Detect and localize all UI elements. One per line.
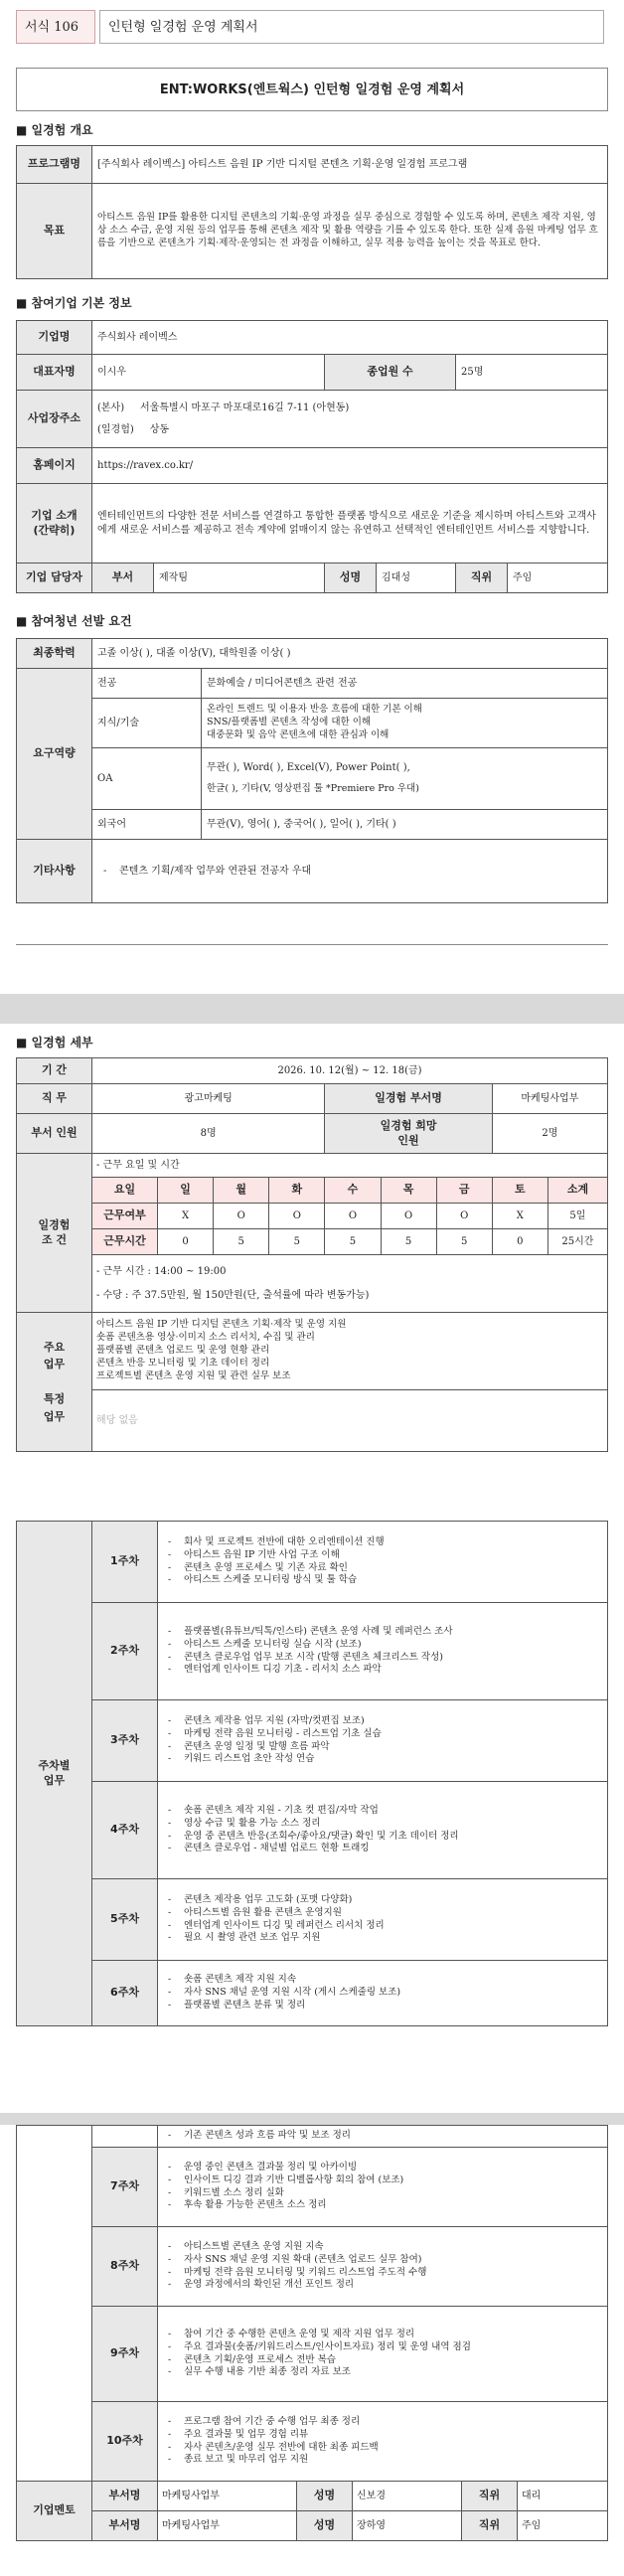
education-label: 최종학력 xyxy=(17,639,92,669)
special-task-value: 해당 없음 xyxy=(92,1390,608,1452)
dept-count-value: 8명 xyxy=(92,1114,325,1154)
major-label: 전공 xyxy=(92,669,202,699)
mentor-label: 기업멘토 xyxy=(17,2482,92,2541)
section-company-title: ■ 참여기업 기본 정보 xyxy=(16,296,132,310)
oa-label: OA xyxy=(92,748,202,810)
mentor-table xyxy=(16,2481,608,2541)
form-code: 서식 106 xyxy=(16,10,95,44)
weekly-label: 주차별 업무 xyxy=(17,1522,92,2026)
work-day-row: 근무여부 X O O O O O X 5일 xyxy=(17,1204,608,1229)
week-3-label: 3주차 xyxy=(92,1700,158,1782)
company-name-value: 주식회사 레이벡스 xyxy=(92,321,608,355)
address-sub: (일경험) 상동 xyxy=(97,423,170,435)
language-value: 무관(V), 영어( ), 중국어( ), 일어( ), 기타( ) xyxy=(202,810,608,840)
document-title: ENT:WORKS(엔트웍스) 인턴형 일경험 운영 계획서 xyxy=(16,68,608,111)
program-value: [주식회사 레이벡스] 아티스트 음원 IP 기반 디지털 콘텐츠 기획·운영 일경험 프로그램 xyxy=(92,146,608,184)
week-header-row: 요일 일 월 화 수 목 금 토 소계 xyxy=(17,1178,608,1204)
mentor-row: 부서명 마케팅사업부 성명 장하영 직위 주임 xyxy=(17,2511,608,2541)
ceo-value: 이시우 xyxy=(92,355,325,391)
hope-count-value: 2명 xyxy=(492,1114,607,1154)
week-9-label: 9주차 xyxy=(92,2307,158,2402)
condition-title: - 근무 요일 및 시간 xyxy=(92,1154,608,1178)
ceo-label: 대표자명 xyxy=(17,355,92,391)
condition-notes: - 근무 시간 : 14:00 ~ 19:00 - 수당 : 주 37.5만원, 월 150만원(단, 출석률에 따라 변동가능) xyxy=(92,1255,608,1313)
weekly-label-continued xyxy=(17,2126,92,2482)
selection-table xyxy=(16,638,608,903)
week-7-tasks: - 운영 중인 콘텐츠 결과물 정리 및 아카이빙 - 인사이트 디깅 결과 기반 디벨롭사항 회의 참여 (보조) - 키워드별 소스 정리 실화 - 후속 활용 가능한 콘텐츠 소스 정리 xyxy=(158,2148,608,2227)
company-name-label: 기업명 xyxy=(17,321,92,355)
job-value: 광고마케팅 xyxy=(92,1084,325,1114)
week-3-tasks: - 콘텐츠 제작용 업무 지원 (자막/컷편집 보조) - 마케팅 전략 음원 모니터링 - 리스트업 기초 실습 - 콘텐츠 운영 일정 및 발행 흐름 파악 - 키워드 리스트업 초안 작성 연습 xyxy=(158,1700,608,1782)
page-divider xyxy=(16,944,608,945)
company-table xyxy=(16,320,608,593)
etc-value: - 콘텐츠 기획/제작 업무와 연관된 전공자 우대 xyxy=(92,840,608,903)
goal-value: 아티스트 음원 IP를 활용한 디지털 콘텐츠의 기획·운영 과정을 실무 중심으로 경험할 수 있도록 하며, 콘텐츠 제작 지원, 영상 소스 수급, 운영 지원 등의 업무를 통해 콘텐츠 제작 및 활용 역량을 기를 수 있도록 한다. 또한 실제 음원 마케팅 업무 흐름을 기반으로 콘텐츠가 기획·제작·운영되는 전 과정을 이해하고, 실무 적용 능력을 높이는 것을 목표로 한다. xyxy=(92,184,608,279)
dept-hope-value: 마케팅사업부 xyxy=(492,1084,607,1114)
condition-label: 일경험 조 건 xyxy=(17,1154,92,1313)
education-value: 고졸 이상( ), 대졸 이상(V), 대학원졸 이상( ) xyxy=(92,639,608,669)
week-4-tasks: - 숏폼 콘텐츠 제작 지원 - 기초 컷 편집/자막 작업 - 영상 수급 및 활용 가능 소스 정리 - 운영 중 콘텐츠 반응(조회수/좋아요/댓글) 확인 및 기초 데이터 정리 - 콘텐츠 클로우업 - 채널별 업로드 현황 트래킹 xyxy=(158,1782,608,1879)
week-8-label: 8주차 xyxy=(92,2227,158,2307)
period-label: 기 간 xyxy=(17,1058,92,1084)
week-4-label: 4주차 xyxy=(92,1782,158,1879)
manager-dept-label: 부서 xyxy=(92,564,154,593)
dept-count-label: 부서 인원 xyxy=(17,1114,92,1154)
week-1-tasks: - 회사 및 프로젝트 전반에 대한 오리엔테이션 진행 - 아티스트 음원 IP 기반 사업 구조 이해 - 콘텐츠 운영 프로세스 및 기존 자료 확인 - 아티스트 스케줄 모니터링 방식 및 툴 학습 xyxy=(158,1522,608,1603)
period-value: 2026. 10. 12(월) ~ 12. 18(금) xyxy=(92,1058,608,1084)
section-overview-title: ■ 일경험 개요 xyxy=(16,123,93,137)
company-intro-label: 기업 소개 (간략히) xyxy=(17,484,92,564)
competency-label: 요구역량 xyxy=(17,669,92,840)
work-hours-row: 근무시간 0 5 5 5 5 5 0 25시간 xyxy=(17,1229,608,1255)
week-10-label: 10주차 xyxy=(92,2402,158,2482)
week-1-label: 1주차 xyxy=(92,1522,158,1603)
page-3 xyxy=(0,2125,624,2576)
dept-hope-label: 일경험 부서명 xyxy=(325,1084,492,1114)
skill-label: 지식/기술 xyxy=(92,699,202,748)
page-1 xyxy=(0,0,624,994)
manager-rank-value: 주임 xyxy=(508,564,608,593)
week-6-tasks: - 숏폼 콘텐츠 제작 지원 지속 - 자사 SNS 채널 운영 지원 시작 (게시 스케줄링 보조) - 플랫폼별 콘텐츠 분류 및 정리 xyxy=(158,1961,608,2026)
manager-dept-value: 제작팀 xyxy=(154,564,325,593)
week-2-tasks: - 플랫폼별(유튜브/틱톡/인스타) 콘텐츠 운영 사례 및 레퍼런스 조사 - 아티스트 스케줄 모니터링 실습 시작 (보조) - 콘텐츠 클로우업 업무 보조 시작 (발행 콘텐츠 체크리스트 작성) - 엔터업계 인사이트 디깅 기초 - 리서치 소스 파악 xyxy=(158,1603,608,1700)
section-selection-title: ■ 참여청년 선발 요건 xyxy=(16,614,132,628)
manager-name-label: 성명 xyxy=(325,564,377,593)
week-6-tasks-continued: - 기존 콘텐츠 성과 흐름 파악 및 보조 정리 xyxy=(158,2126,608,2148)
weekly-table-continued xyxy=(16,2125,608,2482)
week-5-label: 5주차 xyxy=(92,1879,158,1961)
detail-table xyxy=(16,1057,608,1452)
week-7-label: 7주차 xyxy=(92,2148,158,2227)
week-5-tasks: - 콘텐츠 제작용 업무 고도화 (포맷 다양화) - 아티스트별 음원 활용 콘텐츠 운영지원 - 엔터업계 인사이트 디깅 및 레퍼런스 리서치 정리 - 필요 시 촬영 관련 보조 업무 지원 xyxy=(158,1879,608,1961)
section-detail-title: ■ 일경험 세부 xyxy=(16,1036,93,1049)
program-label: 프로그램명 xyxy=(17,146,92,184)
form-title: 인턴형 일경험 운영 계획서 xyxy=(99,10,604,44)
manager-label: 기업 담당자 xyxy=(17,564,92,593)
oa-value: 무관( ), Word( ), Excel(V), Power Point( ), 한글( ), 기타(V, 영상편집 툴 *Premiere Pro 우대) xyxy=(202,748,608,810)
goal-label: 목표 xyxy=(17,184,92,279)
address-main: (본사) 서울특별시 마포구 마포대로16길 7-11 (아현동) xyxy=(97,402,350,413)
main-task-list: 아티스트 음원 IP 기반 디지털 콘텐츠 기획·제작 및 운영 지원 숏폼 콘텐츠용 영상·이미지 소스 리서치, 수집 및 관리 플랫폼별 콘텐츠 업로드 및 운영 현황 관리 콘텐츠 반응 모니터링 및 기초 데이터 정리 프로젝트별 콘텐츠 운영 지원 및 관련 실무 보조 xyxy=(92,1313,608,1390)
week-8-tasks: - 아티스트별 콘텐츠 운영 지원 지속 - 자사 SNS 채널 운영 지원 확대 (콘텐츠 업로드 실무 참여) - 마케팅 전략 음원 모니터링 및 키워드 리스트업 주도적 수행 - 운영 과정에서의 확인된 개선 포인트 정리 xyxy=(158,2227,608,2307)
manager-rank-label: 직위 xyxy=(456,564,508,593)
homepage-label: 홈페이지 xyxy=(17,448,92,484)
week-10-tasks: - 프로그램 참여 기간 중 수행 업무 최종 정리 - 주요 결과물 및 업무 경험 리뷰 - 자사 콘텐츠/운영 실무 전반에 대한 최종 피드백 - 종료 보고 및 마무리 업무 지원 xyxy=(158,2402,608,2482)
main-task-label: 주요 업무 특정 업무 xyxy=(17,1313,92,1452)
employee-count-value: 25명 xyxy=(456,355,608,391)
page-2 xyxy=(0,1024,624,2113)
job-label: 직 무 xyxy=(17,1084,92,1114)
week-9-tasks: - 참여 기간 중 수행한 콘텐츠 운영 및 제작 지원 업무 정리 - 주요 결과물(숏폼/키워드리스트/인사이트자료) 정리 및 운영 내역 점검 - 콘텐츠 기획/운영 프로세스 전반 복습 - 실무 수행 내용 기반 최종 정리 자료 보조 xyxy=(158,2307,608,2402)
manager-name-value: 김대성 xyxy=(377,564,456,593)
mentor-row: 기업멘토 부서명 마케팅사업부 성명 신보경 직위 대리 xyxy=(17,2482,608,2511)
homepage-link[interactable]: https://ravex.co.kr/ xyxy=(92,448,608,484)
weekly-table xyxy=(16,1521,608,2026)
week-6-label: 6주차 xyxy=(92,1961,158,2026)
skill-value: 온라인 트렌드 및 이용자 반응 흐름에 대한 기본 이해 SNS/플랫폼별 콘텐츠 작성에 대한 이해 대중문화 및 음악 콘텐츠에 대한 관심과 이해 xyxy=(202,699,608,748)
address-label: 사업장주소 xyxy=(17,391,92,448)
overview-table xyxy=(16,145,608,279)
week-2-label: 2주차 xyxy=(92,1603,158,1700)
company-intro-value: 엔터테인먼트의 다양한 전문 서비스를 연결하고 통합한 플랫폼 방식으로 새로운 기준을 제시하며 아티스트와 고객사에게 새로운 서비스를 제공하고 전속 계약에 얽매이지 않는 유연하고 선택적인 엔터테인먼트 서비스를 지향합니다. xyxy=(92,484,608,564)
major-value: 문화예술 / 미디어콘텐츠 관련 전공 xyxy=(202,669,608,699)
etc-label: 기타사항 xyxy=(17,840,92,903)
employee-count-label: 종업원 수 xyxy=(325,355,456,391)
language-label: 외국어 xyxy=(92,810,202,840)
hope-count-label: 일경험 희망 인원 xyxy=(325,1114,492,1154)
